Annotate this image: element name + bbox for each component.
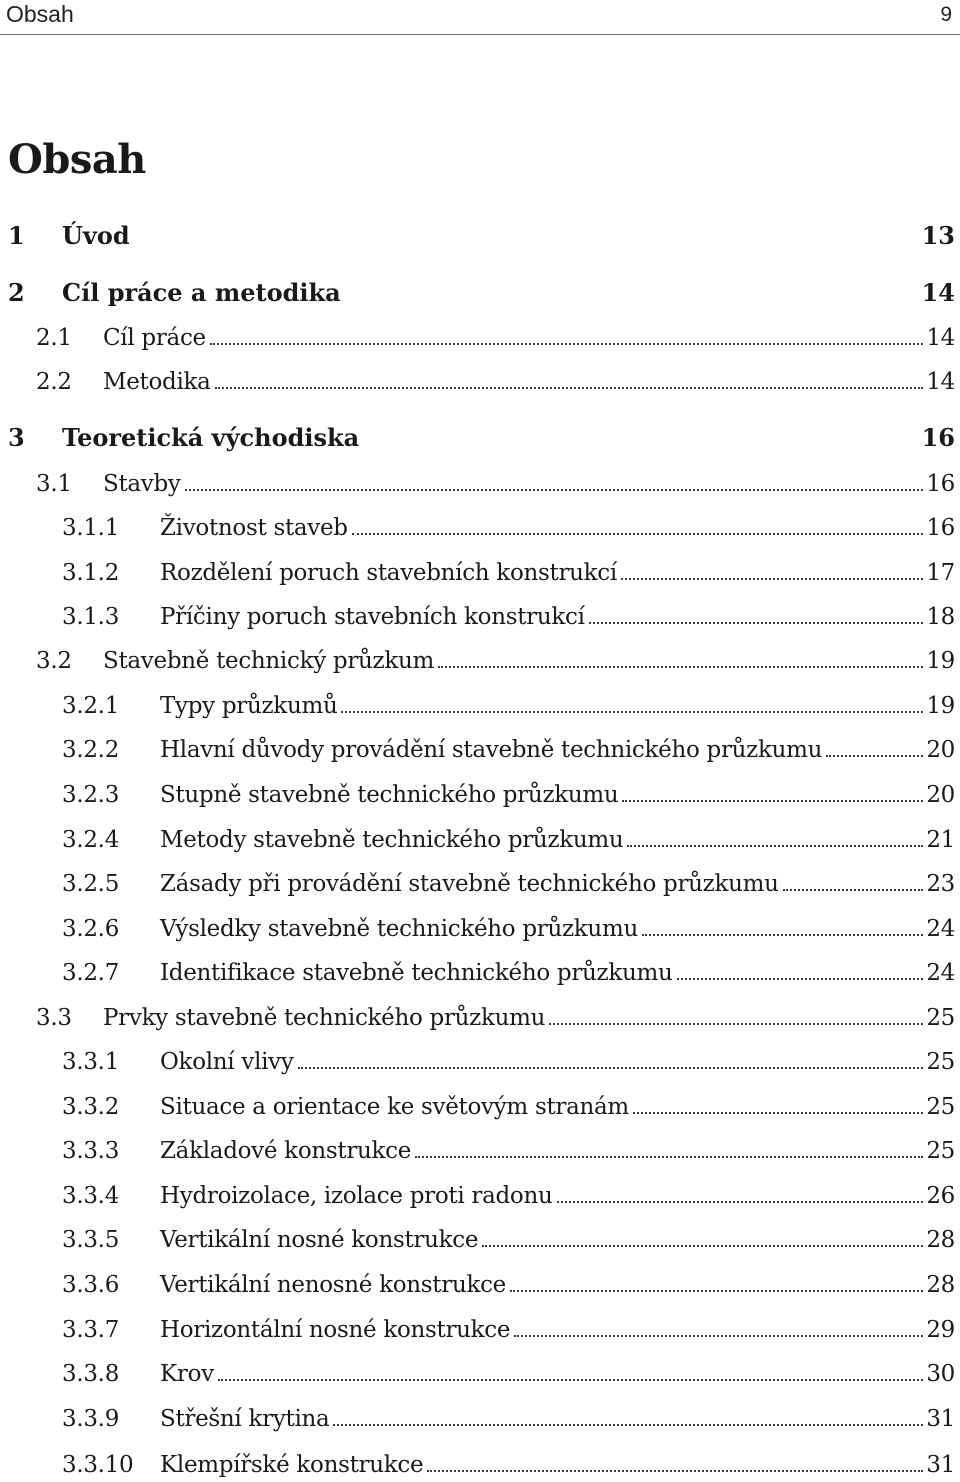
toc-entry-page-number: 24 [926,960,955,986]
toc-entry-number: 3.1.3 [62,604,120,630]
toc-dot-leader [218,1379,923,1381]
toc-entry-number: 3.2.7 [62,960,120,986]
toc-entry[interactable] [0,556,960,590]
toc-entry-number: 3.2.2 [62,737,120,763]
toc-entry-page-number: 19 [926,693,955,719]
toc-entry-page-number: 31 [926,1406,955,1432]
toc-entry-page-number: 14 [926,325,955,351]
toc-dot-leader [210,343,923,345]
toc-entry[interactable] [0,689,960,723]
toc-entry-title: Základové konstrukce [160,1138,412,1164]
toc-entry-title: Střešní krytina [160,1406,330,1432]
toc-entry-title: Cíl práce [103,325,206,351]
toc-entry-number: 3.3.5 [62,1227,120,1253]
toc-entry-page-number: 16 [921,423,955,452]
toc-entry[interactable] [0,912,960,946]
toc-entry-number: 3.1.2 [62,560,120,586]
toc-dot-leader [621,578,923,580]
toc-entry-page-number: 25 [926,1005,955,1031]
toc-entry[interactable] [0,1448,960,1482]
toc-entry-page-number: 23 [926,871,955,897]
toc-dot-leader [642,934,923,936]
toc-entry-number: 3.3.9 [62,1406,120,1432]
toc-entry-title: Typy průzkumů [160,693,338,719]
toc-entry[interactable] [0,467,960,501]
running-header-title: Obsah [6,1,74,27]
toc-entry-page-number: 25 [926,1094,955,1120]
toc-entry-page-number: 14 [921,278,955,307]
toc-entry-title: Prvky stavebně technického průzkumu [103,1005,546,1031]
toc-entry-number: 1 [8,221,25,250]
toc-entry-page-number: 25 [926,1049,955,1075]
toc-entry-title: Stavby [103,471,181,497]
toc-dot-leader [333,1424,923,1426]
toc-dot-leader [185,489,923,491]
toc-entry[interactable] [0,276,960,310]
toc-entry-number: 3.3.1 [62,1049,120,1075]
toc-entry-number: 3.3.8 [62,1361,120,1387]
toc-entry[interactable] [0,733,960,767]
toc-entry-page-number: 18 [926,604,955,630]
toc-entry-page-number: 25 [926,1138,955,1164]
toc-entry[interactable] [0,823,960,857]
toc-entry-number: 3.2.3 [62,782,120,808]
toc-dot-leader [482,1245,923,1247]
toc-entry-number: 3.3.2 [62,1094,120,1120]
toc-entry-page-number: 20 [926,737,955,763]
toc-dot-leader [438,666,923,668]
toc-entry-title: Metody stavebně technického průzkumu [160,827,624,853]
toc-entry-number: 3.1 [36,471,72,497]
toc-dot-leader [215,387,923,389]
toc-entry[interactable] [0,1402,960,1436]
toc-entry[interactable] [0,321,960,355]
toc-entry-number: 3.2.6 [62,916,120,942]
page-title: Obsah [8,136,146,183]
toc-entry-page-number: 28 [926,1272,955,1298]
running-header-page-number: 9 [940,3,952,26]
toc-entry-page-number: 29 [926,1317,955,1343]
toc-entry-page-number: 17 [926,560,955,586]
toc-entry[interactable] [0,644,960,678]
toc-entry-page-number: 31 [926,1452,955,1478]
toc-entry[interactable] [0,421,960,455]
toc-entry-number: 2.1 [36,325,72,351]
toc-entry[interactable] [0,1223,960,1257]
toc-entry-title: Životnost staveb [160,515,348,541]
toc-entry-page-number: 28 [926,1227,955,1253]
toc-dot-leader [783,889,923,891]
toc-entry-number: 3.3.7 [62,1317,120,1343]
toc-entry-title: Výsledky stavebně technického průzkumu [160,916,638,942]
toc-entry[interactable] [0,219,960,253]
toc-entry[interactable] [0,956,960,990]
toc-entry-title: Zásady při provádění stavebně technického průzkumu [160,871,779,897]
toc-entry-page-number: 19 [926,648,955,674]
toc-entry[interactable] [0,1357,960,1391]
toc-entry-title: Příčiny poruch stavebních konstrukcí [160,604,585,630]
toc-entry-title: Krov [160,1361,214,1387]
toc-entry-title: Teoretická východiska [62,423,360,452]
toc-entry-number: 3.2.5 [62,871,120,897]
toc-entry-page-number: 13 [921,221,955,250]
toc-entry-page-number: 21 [926,827,955,853]
toc-entry-page-number: 16 [926,515,955,541]
toc-entry-title: Stavebně technický průzkum [103,648,435,674]
toc-entry-number: 3 [8,423,25,452]
toc-entry-number: 3.2 [36,648,72,674]
toc-entry[interactable] [0,1045,960,1079]
toc-entry-page-number: 30 [926,1361,955,1387]
toc-entry[interactable] [0,1001,960,1035]
toc-entry-page-number: 20 [926,782,955,808]
toc-entry-number: 3.2.1 [62,693,120,719]
toc-dot-leader [549,1023,923,1025]
toc-entry-page-number: 14 [926,369,955,395]
toc-entry-number: 3.2.4 [62,827,120,853]
toc-entry[interactable] [0,1268,960,1302]
toc-entry-number: 3.3 [36,1005,72,1031]
toc-entry-title: Vertikální nosné konstrukce [160,1227,479,1253]
toc-dot-leader [352,533,923,535]
toc-entry-title: Rozdělení poruch stavebních konstrukcí [160,560,617,586]
toc-entry-number: 2 [8,278,25,307]
toc-dot-leader [622,800,923,802]
toc-entry-number: 3.3.3 [62,1138,120,1164]
toc-entry-title: Hydroizolace, izolace proti radonu [160,1183,553,1209]
toc-entry-title: Situace a orientace ke světovým stranám [160,1094,629,1120]
toc-dot-leader [415,1156,923,1158]
toc-dot-leader [514,1335,923,1337]
toc-dot-leader [427,1470,923,1472]
toc-entry-title: Cíl práce a metodika [62,278,341,307]
toc-dot-leader [633,1112,923,1114]
toc-entry-title: Horizontální nosné konstrukce [160,1317,511,1343]
toc-dot-leader [627,845,923,847]
toc-entry-number: 2.2 [36,369,72,395]
toc-entry-number: 3.3.10 [62,1452,134,1478]
toc-entry-title: Hlavní důvody provádění stavebně technického průzkumu [160,737,823,763]
toc-entry-title: Úvod [62,221,130,250]
toc-entry-title: Vertikální nenosné konstrukce [160,1272,506,1298]
toc-entry-title: Okolní vlivy [160,1049,294,1075]
toc-entry-number: 3.1.1 [62,515,120,541]
toc-entry-number: 3.3.6 [62,1272,120,1298]
toc-dot-leader [589,622,923,624]
toc-dot-leader [557,1201,923,1203]
toc-dot-leader [298,1067,923,1069]
toc-entry-page-number: 24 [926,916,955,942]
toc-entry[interactable] [0,778,960,812]
toc-entry[interactable] [0,1313,960,1347]
toc-entry[interactable] [0,1090,960,1124]
toc-dot-leader [826,755,923,757]
toc-entry[interactable] [0,867,960,901]
toc-entry[interactable] [0,365,960,399]
toc-entry[interactable] [0,1134,960,1168]
toc-entry[interactable] [0,1179,960,1213]
toc-entry-page-number: 16 [926,471,955,497]
toc-dot-leader [510,1290,923,1292]
toc-entry-number: 3.3.4 [62,1183,120,1209]
toc-entry-title: Identifikace stavebně technického průzkumu [160,960,673,986]
toc-dot-leader [677,978,923,980]
toc-entry-title: Metodika [103,369,211,395]
toc-entry-title: Klempířské konstrukce [160,1452,424,1478]
toc-entry[interactable] [0,511,960,545]
toc-entry-title: Stupně stavebně technického průzkumu [160,782,619,808]
toc-entry-page-number: 26 [926,1183,955,1209]
toc-dot-leader [341,711,923,713]
toc-entry[interactable] [0,600,960,634]
